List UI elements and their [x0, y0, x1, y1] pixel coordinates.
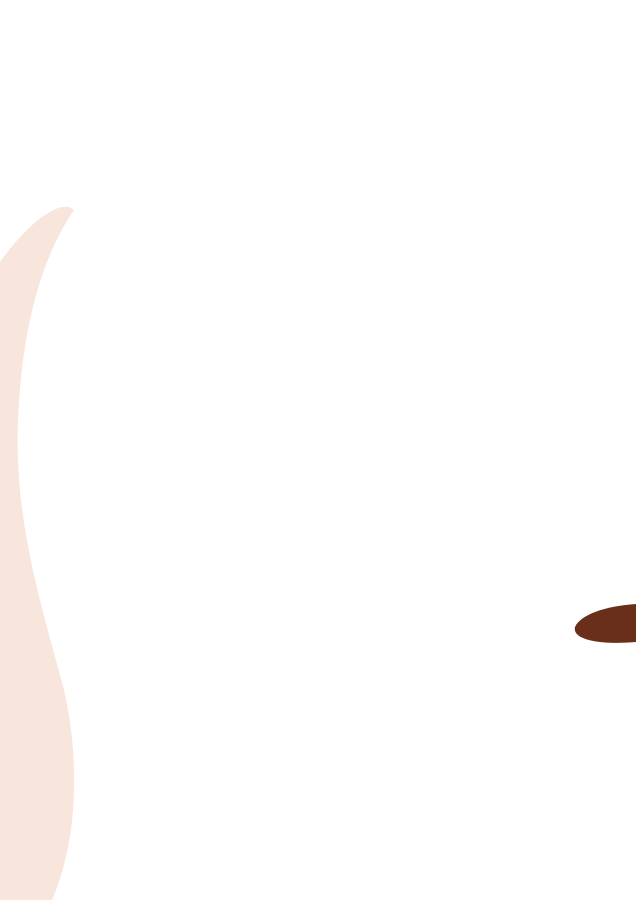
peach-blob-shape [0, 207, 74, 900]
brown-blob-shape [575, 604, 636, 643]
